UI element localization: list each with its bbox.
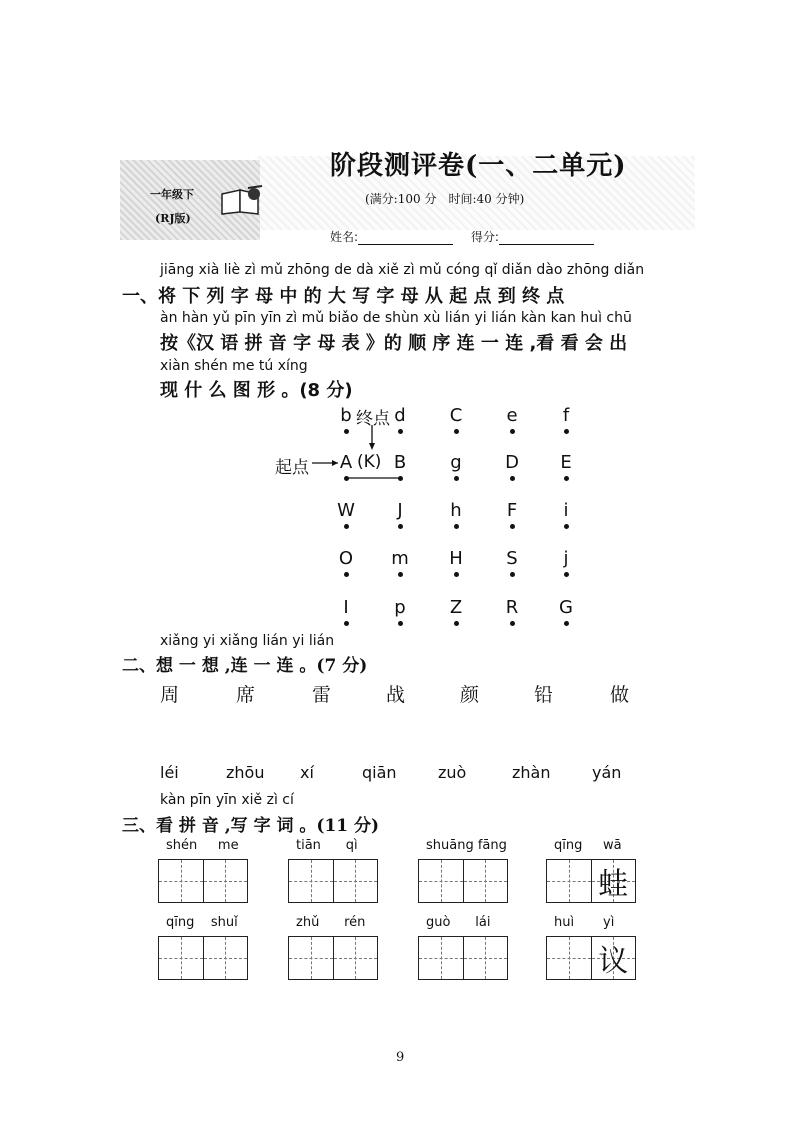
section3-heading: 三、看 拼 音 ,写 字 词 。(11 分) — [122, 816, 380, 836]
page-subtitle: (满分:100 分 时间:40 分钟) — [365, 192, 525, 206]
letter-2-3: F — [506, 500, 518, 521]
section1-text-3: 现 什 么 图 形 。(8 分) — [160, 380, 353, 401]
match-character-1[interactable]: 席 — [236, 684, 256, 706]
letter-0-2: C — [449, 405, 463, 426]
writing-cell[interactable] — [159, 937, 204, 979]
writing-cell[interactable] — [547, 860, 592, 902]
writing-grid-1-1 — [288, 936, 378, 980]
letter-3-3: S — [506, 548, 518, 569]
letter-4-3: R — [505, 597, 519, 618]
writing-cell[interactable] — [419, 937, 464, 979]
grid-pinyin-0-1: tiān qì — [296, 838, 358, 853]
writing-cell-char — [464, 860, 508, 902]
letter-0-4: f — [562, 405, 570, 426]
writing-cell[interactable] — [592, 860, 636, 902]
writing-cell-char — [204, 860, 248, 902]
letter-0-0: b — [340, 405, 352, 426]
match-character-5[interactable]: 铅 — [534, 684, 554, 706]
section2-pinyin: xiǎng yi xiǎng lián yi lián — [160, 633, 335, 649]
match-character-3[interactable]: 战 — [386, 684, 406, 706]
writing-cell[interactable] — [464, 860, 508, 902]
letter-2-4: i — [563, 500, 569, 521]
writing-cell-char — [547, 937, 591, 979]
letter-2-2: h — [450, 500, 462, 521]
writing-cell-char: 蛙 — [598, 867, 629, 902]
letter-1-1: B — [393, 452, 407, 473]
letter-4-0: I — [343, 597, 349, 618]
grid-pinyin-1-0: qīng shuǐ — [166, 915, 238, 930]
section3-pinyin: kàn pīn yīn xiě zì cí — [160, 792, 294, 808]
end-label: 终点 — [356, 409, 390, 429]
writing-cell-char — [159, 937, 203, 979]
writing-grid-1-2 — [418, 936, 508, 980]
letter-2-1: J — [397, 500, 403, 521]
letter-3-1: m — [391, 548, 409, 569]
writing-grid-1-0 — [158, 936, 248, 980]
writing-cell[interactable] — [289, 937, 334, 979]
section1-text-2: 按《汉 语 拼 音 字 母 表 》的 顺 序 连 一 连 ,看 看 会 出 — [160, 333, 628, 354]
grid-pinyin-0-2: shuāng fāng — [426, 838, 507, 853]
writing-cell-char — [289, 860, 333, 902]
letter-3-4: j — [563, 548, 569, 569]
letter-2-0: W — [337, 500, 355, 521]
match-character-4[interactable]: 颜 — [460, 684, 480, 706]
start-arrowhead — [332, 460, 338, 466]
writing-cell-char — [547, 860, 591, 902]
match-pinyin-6[interactable]: yán — [592, 763, 622, 782]
letter-0-1: d — [394, 405, 406, 426]
match-pinyin-5[interactable]: zhàn — [512, 763, 551, 782]
writing-cell[interactable] — [592, 937, 636, 979]
letter-3-0: O — [338, 548, 354, 569]
writing-cell[interactable] — [547, 937, 592, 979]
letter-1-3: D — [505, 452, 519, 473]
grade-label: 一年级下 — [150, 188, 194, 201]
page-title: 阶段测评卷(一、二单元) — [330, 151, 627, 181]
section1-pinyin-2: àn hàn yǔ pīn yīn zì mǔ biǎo de shùn xù lián yi lián kàn kan huì chū — [160, 310, 632, 326]
match-character-0[interactable]: 周 — [160, 684, 180, 706]
name-label: 姓名: — [330, 230, 359, 244]
writing-cell[interactable] — [204, 860, 248, 902]
score-label: 得分: — [470, 230, 499, 244]
section1-pinyin-3: xiàn shén me tú xíng — [160, 358, 308, 374]
match-character-6[interactable]: 做 — [610, 684, 630, 706]
end-arrowhead — [369, 443, 375, 450]
writing-grid-1-3 — [546, 936, 636, 980]
writing-cell[interactable] — [419, 860, 464, 902]
grid-pinyin-1-3: huì yì — [554, 915, 615, 930]
section1-pinyin-1: jiāng xià liè zì mǔ zhōng de dà xiě zì mǔ cóng qǐ diǎn dào zhōng diǎn — [160, 262, 645, 278]
match-character-2[interactable]: 雷 — [312, 684, 332, 706]
writing-cell-char — [204, 937, 248, 979]
writing-cell[interactable] — [334, 860, 378, 902]
section1-text-1: 一、将 下 列 字 母 中 的 大 写 字 母 从 起 点 到 终 点 — [122, 286, 565, 307]
match-pinyin-4[interactable]: zuò — [438, 763, 467, 782]
writing-cell-char: 议 — [598, 944, 629, 979]
page-number: 9 — [396, 1050, 405, 1065]
letter-3-2: H — [449, 548, 463, 569]
writing-cell[interactable] — [464, 937, 508, 979]
letter-1-0: A — [339, 452, 353, 473]
writing-cell[interactable] — [159, 860, 204, 902]
edition-label: (RJ版) — [155, 212, 191, 225]
writing-cell-char — [464, 937, 508, 979]
grid-pinyin-0-3: qīng wā — [554, 838, 622, 853]
writing-grid-0-0 — [158, 859, 248, 903]
letter-1-4: E — [560, 452, 572, 473]
writing-cell-char — [334, 937, 378, 979]
letter-4-2: Z — [449, 597, 463, 618]
match-pinyin-3[interactable]: qiān — [362, 763, 397, 782]
writing-cell-char — [289, 937, 333, 979]
match-pinyin-1[interactable]: zhōu — [226, 763, 265, 782]
letter-4-4: G — [559, 597, 573, 618]
writing-cell[interactable] — [334, 937, 378, 979]
writing-cell-char — [334, 860, 378, 902]
writing-grid-0-2 — [418, 859, 508, 903]
writing-cell-char — [419, 937, 463, 979]
writing-cell-char — [419, 860, 463, 902]
section2-heading: 二、想 一 想 ,连 一 连 。(7 分) — [122, 656, 368, 676]
grid-pinyin-0-0: shén me — [166, 838, 239, 853]
match-pinyin-0[interactable]: léi — [160, 763, 179, 782]
letter-1-2: g — [450, 452, 462, 473]
writing-cell-char — [159, 860, 203, 902]
grid-pinyin-1-1: zhǔ rén — [296, 915, 366, 930]
letter-0-3: e — [506, 405, 518, 426]
k-label: (K) — [357, 452, 382, 472]
writing-grid-0-3 — [546, 859, 636, 903]
match-pinyin-2[interactable]: xí — [300, 763, 314, 782]
writing-cell[interactable] — [289, 860, 334, 902]
writing-grid-0-1 — [288, 859, 378, 903]
grid-pinyin-1-2: guò lái — [426, 915, 491, 930]
start-label: 起点 — [275, 458, 309, 478]
letter-4-1: p — [394, 597, 406, 618]
writing-cell[interactable] — [204, 937, 248, 979]
